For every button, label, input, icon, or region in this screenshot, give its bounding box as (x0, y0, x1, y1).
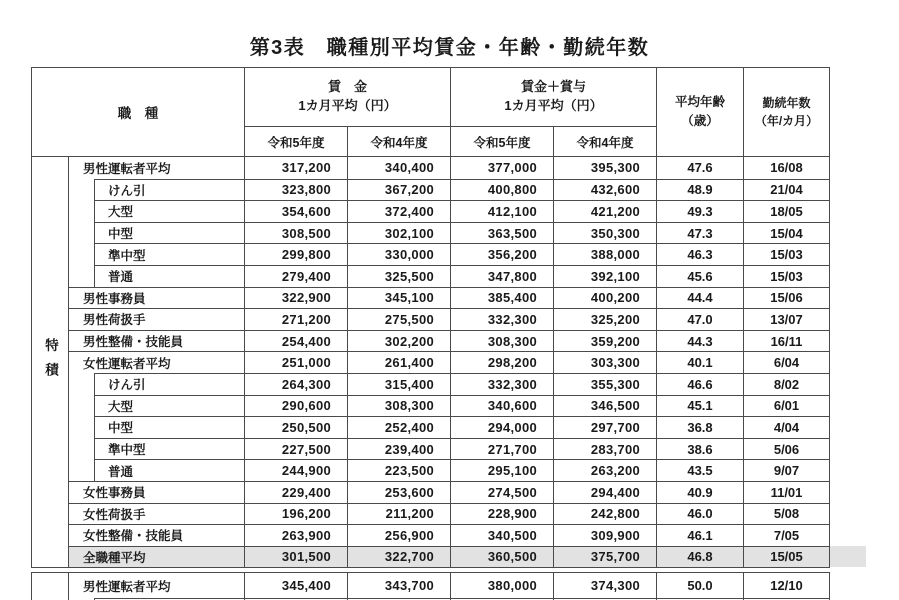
occupation-cell (69, 330, 244, 352)
occupation-indent-box (94, 438, 244, 460)
occupation-label: 中型 (108, 421, 134, 436)
occupation-label: 準中型 (108, 443, 146, 458)
table-row (69, 157, 829, 179)
tenure-cell: 9/07 (743, 459, 829, 481)
wage-r5-cell: 279,400 (244, 265, 347, 287)
wage-bonus-r5-cell: 308,300 (450, 330, 553, 352)
table-row (69, 330, 829, 352)
wage-r4-cell: 261,400 (347, 351, 450, 373)
wage-r5-cell: 251,000 (244, 351, 347, 373)
table-row (69, 179, 829, 201)
wage-bonus-r5-cell: 298,200 (450, 351, 553, 373)
occupation-indent-box (94, 395, 244, 417)
wage-r5-cell: 354,600 (244, 200, 347, 222)
occupation-cell (69, 481, 244, 503)
wage-r4-cell: 256,900 (347, 524, 450, 546)
wage-bonus-r4-cell: 283,700 (553, 438, 656, 460)
average-age-cell: 46.0 (656, 503, 743, 525)
table-row (69, 438, 829, 460)
wage-bonus-r4-cell: 309,900 (553, 524, 656, 546)
occupation-label: 男性運転者平均 (83, 579, 171, 594)
wage-r5-cell: 308,500 (244, 222, 347, 244)
occupation-label: 男性運転者平均 (83, 161, 171, 176)
wage-r4-cell: 252,400 (347, 416, 450, 438)
occupation-cell (69, 373, 244, 395)
average-age-cell: 47.0 (656, 308, 743, 330)
table-row (69, 200, 829, 222)
header-occupation (32, 68, 244, 156)
wage-r5-cell: 271,200 (244, 308, 347, 330)
occupation-cell (69, 503, 244, 525)
wage-bonus-r5-cell: 228,900 (450, 503, 553, 525)
wage-bonus-r4-cell: 350,300 (553, 222, 656, 244)
wage-r4-cell: 340,400 (347, 157, 450, 179)
occupation-cell (69, 222, 244, 244)
tenure-cell: 6/01 (743, 395, 829, 417)
wage-bonus-r5-cell: 412,100 (450, 200, 553, 222)
wage-bonus-r5-cell: 340,500 (450, 524, 553, 546)
wage-r4-cell: 223,500 (347, 459, 450, 481)
tenure-cell: 15/05 (743, 546, 829, 568)
tenure-cell: 5/06 (743, 438, 829, 460)
tenure-cell: 15/06 (743, 287, 829, 309)
wage-bonus-r4-cell: 375,700 (553, 546, 656, 568)
occupation-cell (69, 459, 244, 481)
tenure-cell: 15/03 (743, 243, 829, 265)
wage-r4-cell: 330,000 (347, 243, 450, 265)
occupation-indent-box (94, 222, 244, 244)
average-age-cell: 40.9 (656, 481, 743, 503)
average-age-cell: 45.1 (656, 395, 743, 417)
tenure-cell: 13/07 (743, 308, 829, 330)
header-tenure: 勤続年数 （年/カ月） (743, 68, 829, 156)
wage-r5-cell: 317,200 (244, 157, 347, 179)
occupation-cell (69, 243, 244, 265)
tenure-cell: 11/01 (743, 481, 829, 503)
occupation-label: けん引 (108, 183, 146, 198)
average-age-cell: 49.3 (656, 200, 743, 222)
wage-bonus-r4-cell: 388,000 (553, 243, 656, 265)
table-row (69, 524, 829, 546)
wage-bonus-r4-cell: 395,300 (553, 157, 656, 179)
table-section-2 (31, 572, 830, 600)
wage-bonus-r4-cell: 303,300 (553, 351, 656, 373)
tenure-cell: 15/03 (743, 265, 829, 287)
wage-bonus-r4-cell: 392,100 (553, 265, 656, 287)
wage-r4-cell: 322,700 (347, 546, 450, 568)
header-wage-bonus-title: 賃金＋賞与 (520, 79, 586, 95)
tenure-cell: 6/04 (743, 351, 829, 373)
wage-bonus-r5-cell: 400,800 (450, 179, 553, 201)
table-row (69, 265, 829, 287)
average-age-cell: 43.5 (656, 459, 743, 481)
occupation-label: 女性荷扱手 (83, 507, 146, 522)
wage-bonus-r5-cell: 340,600 (450, 395, 553, 417)
average-age-cell: 44.3 (656, 330, 743, 352)
occupation-label: 女性運転者平均 (83, 356, 171, 371)
wage-bonus-r5-cell: 356,200 (450, 243, 553, 265)
wage-bonus-r4-cell: 359,200 (553, 330, 656, 352)
table-row (69, 395, 829, 417)
table-rows-section-2 (69, 573, 829, 600)
header-wage-year-r5: 令和5年度 (267, 135, 325, 150)
wage-r5-cell: 227,500 (244, 438, 347, 460)
occupation-cell (69, 416, 244, 438)
average-age-cell: 36.8 (656, 416, 743, 438)
header-wage-subtitle: 1カ月平均（円） (298, 98, 397, 113)
average-age-cell: 38.6 (656, 438, 743, 460)
occupation-cell (69, 265, 244, 287)
wage-bonus-r4-cell: 400,200 (553, 287, 656, 309)
tenure-cell: 16/11 (743, 330, 829, 352)
occupation-label: 女性整備・技能員 (83, 529, 184, 544)
wage-r4-cell: 367,200 (347, 179, 450, 201)
occupation-label: 全職種平均 (83, 550, 146, 565)
wage-bonus-r5-cell: 332,300 (450, 373, 553, 395)
wage-bonus-r5-cell: 295,100 (450, 459, 553, 481)
table-row (69, 373, 829, 395)
wage-r5-cell: 299,800 (244, 243, 347, 265)
wage-bonus-r4-cell: 374,300 (553, 573, 656, 598)
wage-r4-cell: 275,500 (347, 308, 450, 330)
wage-r5-cell: 244,900 (244, 459, 347, 481)
tenure-cell: 18/05 (743, 200, 829, 222)
wage-table (31, 67, 830, 600)
table-row (69, 503, 829, 525)
wage-bonus-r5-cell: 363,500 (450, 222, 553, 244)
occupation-cell (69, 573, 244, 598)
wage-r5-cell: 301,500 (244, 546, 347, 568)
wage-r4-cell: 302,200 (347, 330, 450, 352)
table-row (69, 416, 829, 438)
wage-r5-cell: 229,400 (244, 481, 347, 503)
occupation-label: 中型 (108, 227, 134, 242)
table-rows-section-1 (69, 157, 829, 567)
wage-r4-cell: 372,400 (347, 200, 450, 222)
wage-r5-cell: 196,200 (244, 503, 347, 525)
wage-r5-cell: 323,800 (244, 179, 347, 201)
tenure-cell: 15/04 (743, 222, 829, 244)
wage-bonus-r4-cell: 263,200 (553, 459, 656, 481)
header-wage-group (244, 68, 450, 156)
occupation-indent-box (94, 416, 244, 438)
occupation-label: 男性整備・技能員 (83, 335, 184, 350)
occupation-indent-box (94, 373, 244, 395)
wage-r5-cell: 254,400 (244, 330, 347, 352)
occupation-label: 普通 (108, 464, 134, 479)
occupation-cell (69, 351, 244, 373)
average-age-cell: 50.0 (656, 573, 743, 598)
group-label-2 (32, 573, 69, 600)
occupation-indent-box (94, 200, 244, 222)
wage-bonus-r5-cell: 274,500 (450, 481, 553, 503)
occupation-indent-box (94, 243, 244, 265)
header-average-age: 平均年齢 （歳） (656, 68, 743, 156)
average-age-cell: 47.3 (656, 222, 743, 244)
wage-r4-cell: 239,400 (347, 438, 450, 460)
occupation-cell (69, 308, 244, 330)
wage-bonus-r5-cell: 294,000 (450, 416, 553, 438)
wage-r4-cell: 315,400 (347, 373, 450, 395)
wage-r4-cell: 211,200 (347, 503, 450, 525)
table-row (69, 222, 829, 244)
wage-r5-cell: 264,300 (244, 373, 347, 395)
wage-bonus-r5-cell: 385,400 (450, 287, 553, 309)
tenure-cell: 5/08 (743, 503, 829, 525)
wage-bonus-r4-cell: 297,700 (553, 416, 656, 438)
occupation-indent-box (94, 265, 244, 287)
occupation-label: 大型 (108, 205, 134, 220)
occupation-cell (69, 438, 244, 460)
wage-bonus-r4-cell: 355,300 (553, 373, 656, 395)
group-label-tokuseki: 特積 (32, 157, 69, 567)
table-row (69, 287, 829, 309)
wage-bonus-r4-cell: 242,800 (553, 503, 656, 525)
header-wage-title: 賃 金 (327, 79, 367, 95)
header-wage-bonus-subtitle: 1カ月平均（円） (504, 98, 603, 113)
tenure-cell: 7/05 (743, 524, 829, 546)
average-age-cell: 47.6 (656, 157, 743, 179)
occupation-cell (69, 546, 244, 568)
average-age-cell: 46.3 (656, 243, 743, 265)
wage-r5-cell: 250,500 (244, 416, 347, 438)
average-age-cell: 46.6 (656, 373, 743, 395)
header-wage-bonus-year-r4: 令和4年度 (553, 127, 656, 156)
wage-bonus-r5-cell: 360,500 (450, 546, 553, 568)
occupation-indent-box (94, 179, 244, 201)
wage-r5-cell: 290,600 (244, 395, 347, 417)
table-header (32, 68, 829, 157)
table-row (69, 351, 829, 373)
wage-bonus-r5-cell: 377,000 (450, 157, 553, 179)
tenure-cell: 21/04 (743, 179, 829, 201)
wage-r5-cell: 345,400 (244, 573, 347, 598)
wage-bonus-r5-cell: 271,700 (450, 438, 553, 460)
wage-bonus-r5-cell: 332,300 (450, 308, 553, 330)
wage-r4-cell: 308,300 (347, 395, 450, 417)
average-age-cell: 45.6 (656, 265, 743, 287)
wage-bonus-r4-cell: 325,200 (553, 308, 656, 330)
table-row (69, 243, 829, 265)
occupation-label: 準中型 (108, 248, 146, 263)
wage-r5-cell: 322,900 (244, 287, 347, 309)
table-row (69, 546, 829, 568)
occupation-cell (69, 200, 244, 222)
tenure-cell: 8/02 (743, 373, 829, 395)
occupation-label: 男性荷扱手 (83, 313, 146, 328)
wage-bonus-r4-cell: 421,200 (553, 200, 656, 222)
wage-r4-cell: 253,600 (347, 481, 450, 503)
table-row (69, 481, 829, 503)
occupation-indent-box (94, 459, 244, 481)
occupation-label: 女性事務員 (83, 486, 146, 501)
table-row (69, 573, 829, 598)
header-wage-bonus-group (450, 68, 656, 156)
average-age-cell: 48.9 (656, 179, 743, 201)
average-age-cell: 46.8 (656, 546, 743, 568)
table-section-tokuseki (31, 67, 830, 568)
average-age-cell: 40.1 (656, 351, 743, 373)
table-row (69, 308, 829, 330)
tenure-cell: 4/04 (743, 416, 829, 438)
occupation-cell (69, 179, 244, 201)
occupation-label: 普通 (108, 270, 134, 285)
highlight-extension (830, 546, 866, 567)
wage-bonus-r4-cell: 294,400 (553, 481, 656, 503)
wage-r4-cell: 302,100 (347, 222, 450, 244)
wage-r4-cell: 343,700 (347, 573, 450, 598)
wage-r5-cell: 263,900 (244, 524, 347, 546)
occupation-cell (69, 287, 244, 309)
occupation-label: 大型 (108, 399, 134, 414)
wage-bonus-r4-cell: 432,600 (553, 179, 656, 201)
wage-bonus-r4-cell: 346,500 (553, 395, 656, 417)
table-row (69, 459, 829, 481)
wage-r4-cell: 345,100 (347, 287, 450, 309)
average-age-cell: 46.1 (656, 524, 743, 546)
tenure-cell: 12/10 (743, 573, 829, 598)
tenure-cell: 16/08 (743, 157, 829, 179)
occupation-cell (69, 157, 244, 179)
header-wage-year-r4: 令和4年度 (347, 127, 450, 156)
wage-r4-cell: 325,500 (347, 265, 450, 287)
occupation-label: 男性事務員 (83, 291, 146, 306)
occupation-cell (69, 524, 244, 546)
wage-bonus-r5-cell: 347,800 (450, 265, 553, 287)
occupation-label: けん引 (108, 378, 146, 393)
header-occupation-label: 職 種 (117, 106, 159, 121)
occupation-cell (69, 395, 244, 417)
average-age-cell: 44.4 (656, 287, 743, 309)
table-title: 第3表 職種別平均賃金・年齢・勤続年数 (249, 37, 650, 59)
wage-bonus-r5-cell: 380,000 (450, 573, 553, 598)
header-wage-bonus-year-r5: 令和5年度 (473, 135, 531, 150)
